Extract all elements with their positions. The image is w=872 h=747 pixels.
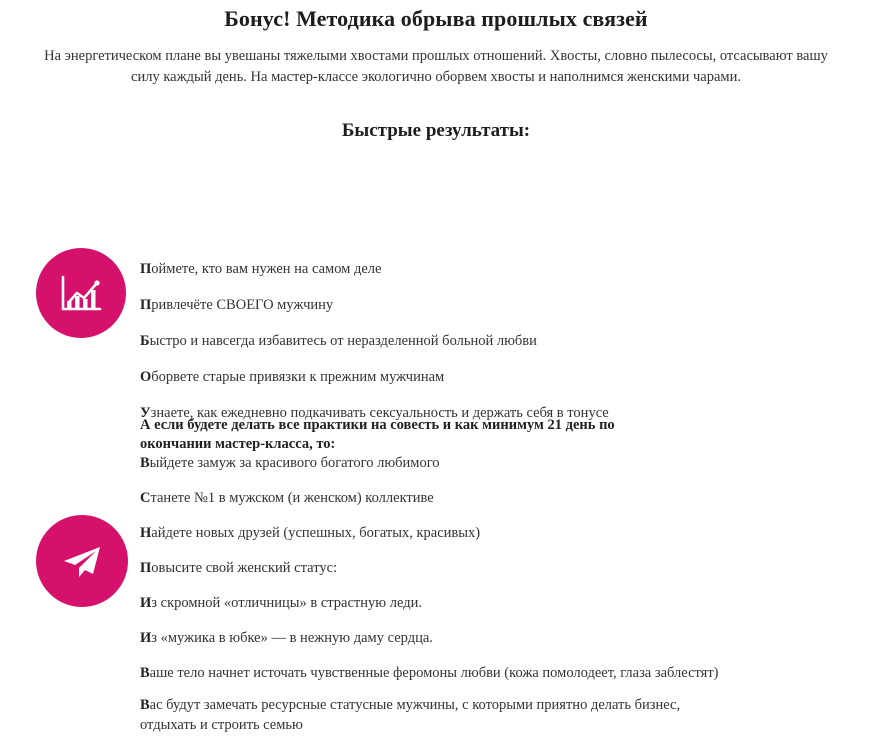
- results-list: [140, 260, 840, 440]
- item-initial: О: [140, 369, 152, 385]
- item-initial: В: [140, 455, 150, 471]
- list-item: [140, 628, 740, 648]
- list-item: [140, 453, 740, 473]
- list-item: [140, 523, 740, 543]
- document-page: [0, 6, 872, 733]
- item-initial: И: [140, 630, 152, 646]
- item-initial: И: [140, 595, 152, 611]
- list-item: [140, 593, 740, 613]
- quick-results-section: [0, 120, 872, 733]
- list-item: [140, 695, 740, 735]
- practice-list: [140, 453, 740, 747]
- intro-paragraph: На энергетическом плане вы увешаны тяжелыми хвостами прошлых отношений. Хвосты, словно пылесосы, отсасывают вашу силу каждый день. На мастер-классе экологично оборвем хвосты и наполнимся женскими чарами.: [44, 48, 828, 85]
- item-text: ас будут замечать ресурсные статусные мужчины, с которыми приятно делать бизнес, отдыхать и строить семью: [140, 697, 681, 733]
- item-text: знаете, как ежедневно подкачивать сексуальность и держать себя в тонусе: [150, 405, 609, 421]
- paper-plane-icon: [36, 515, 128, 607]
- list-item: [140, 296, 840, 315]
- item-initial: П: [140, 297, 152, 313]
- item-initial: Б: [140, 333, 150, 349]
- item-initial: В: [140, 697, 150, 713]
- item-initial: Н: [140, 525, 152, 541]
- item-text: борвете старые привязки к прежним мужчинам: [151, 369, 445, 385]
- page-title: Бонус! Методика обрыва прошлых связей: [224, 6, 648, 31]
- list-item: [140, 260, 840, 279]
- list-item: [140, 332, 840, 351]
- item-text: з «мужика в юбке» — в нежную даму сердца.: [151, 630, 433, 646]
- list-item: [140, 558, 740, 578]
- item-initial: П: [140, 261, 152, 277]
- item-text: аше тело начнет источать чувственные феромоны любви (кожа помолодеет, глаза заблестят): [149, 665, 719, 681]
- list-item: [140, 368, 840, 387]
- item-initial: У: [140, 405, 151, 421]
- section-heading-results: Быстрые результаты:: [341, 120, 531, 141]
- item-text: оймете, кто вам нужен на самом деле: [151, 261, 382, 277]
- practice-lead-text: А если будете делать все практики на совесть и как минимум 21 день по окончании мастер-класса, то:: [140, 417, 615, 452]
- bar-chart-icon: [36, 248, 126, 338]
- list-item: [140, 488, 740, 508]
- item-initial: В: [140, 665, 150, 681]
- item-initial: П: [140, 560, 152, 576]
- item-text: ыстро и навсегда избавитесь от неразделенной больной любви: [149, 333, 537, 349]
- item-text: з скромной «отличницы» в страстную леди.: [151, 595, 422, 611]
- item-text: овысите свой женский статус:: [151, 560, 338, 576]
- item-initial: С: [140, 490, 151, 506]
- item-text: танете №1 в мужском (и женском) коллективе: [150, 490, 434, 506]
- list-item: [140, 663, 740, 683]
- item-text: ривлечёте СВОЕГО мужчину: [151, 297, 334, 313]
- item-text: ыйдете замуж за красивого богатого любимого: [149, 455, 440, 471]
- item-text: айдете новых друзей (успешных, богатых, красивых): [151, 525, 481, 541]
